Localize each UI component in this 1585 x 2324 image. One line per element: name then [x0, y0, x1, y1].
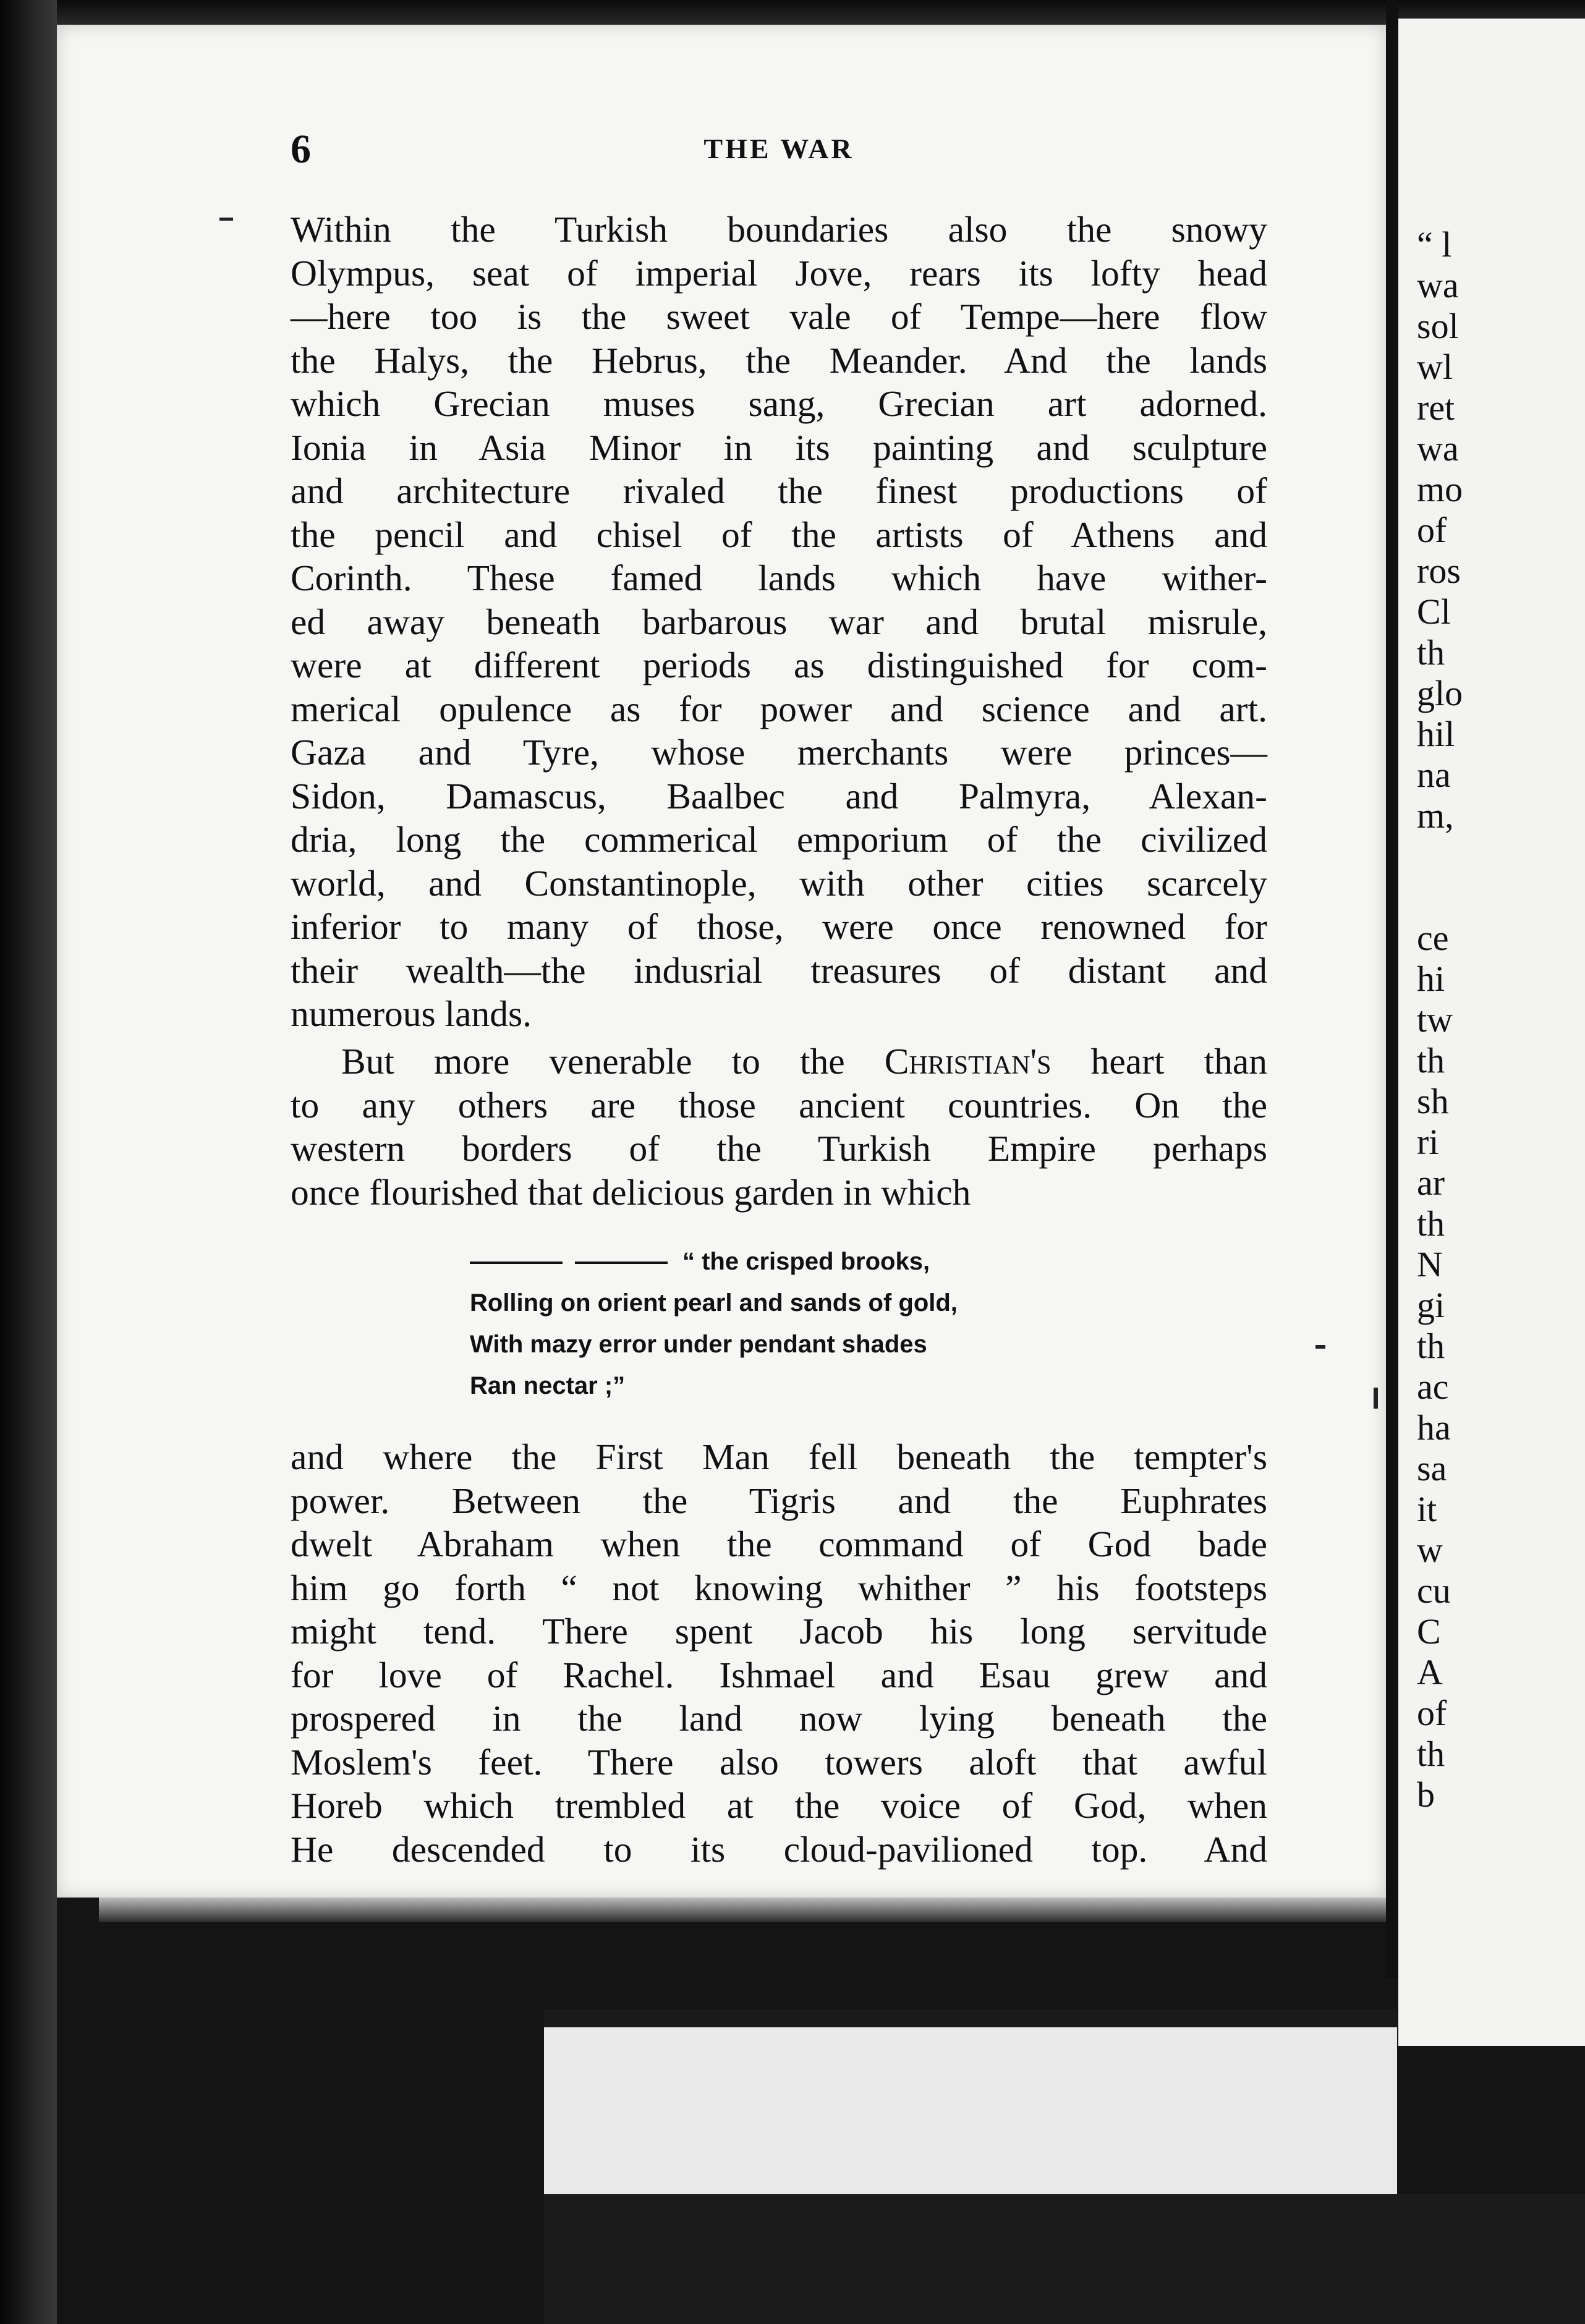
page-header — [291, 126, 1267, 176]
body-text-block-3 — [291, 1435, 1267, 1871]
facing-page-fragment: b — [1417, 1775, 1435, 1815]
text-line: Corinth. These famed lands which have wither- — [291, 558, 1267, 598]
facing-page-fragment: th — [1417, 1040, 1445, 1080]
text-line: Within the Turkish boundaries also the snowy — [291, 209, 1267, 250]
page-number: 6 — [291, 127, 311, 172]
text-line: might tend. There spent Jacob his long servitude — [291, 1611, 1267, 1652]
background-floor — [544, 2194, 1585, 2324]
facing-page-fragment: of — [1417, 1693, 1447, 1733]
paragraph-lines — [291, 1084, 1267, 1215]
text-line: the pencil and chisel of the artists of Athens and — [291, 514, 1267, 555]
verse-line: Ran nectar ;” — [470, 1372, 626, 1399]
scan-border-top — [0, 0, 1585, 25]
facing-page-fragment: ac — [1417, 1367, 1449, 1407]
scan-speck — [1374, 1388, 1378, 1409]
text-line: prospered in the land now lying beneath the — [291, 1698, 1267, 1739]
facing-page-fragment: cu — [1417, 1571, 1451, 1611]
text-line: western borders of the Turkish Empire perhaps — [291, 1128, 1267, 1169]
verse-line: With mazy error under pendant shades — [470, 1331, 927, 1358]
verse-quotation — [470, 1241, 1150, 1407]
facing-page-fragment: sol — [1417, 306, 1459, 346]
text-line: dwelt Abraham when the command of God bade — [291, 1524, 1267, 1564]
text-line: —here too is the sweet vale of Tempe—here flow — [291, 296, 1267, 337]
text-line: him go forth “ not knowing whither ” his footsteps — [291, 1567, 1267, 1608]
text-line: and architecture rivaled the finest productions of — [291, 470, 1267, 511]
text-line: numerous lands. — [291, 993, 532, 1034]
book-gutter — [1386, 0, 1398, 1978]
facing-page-fragment: ri — [1417, 1122, 1439, 1162]
small-caps-word: Christian's — [884, 1041, 1052, 1082]
verse-line: “ the crisped brooks, — [470, 1241, 1150, 1283]
facing-page-fragment: tw — [1417, 999, 1453, 1040]
body-text-block-2 — [291, 1040, 1267, 1214]
text-line: world, and Constantinople, with other cities scarcely — [291, 862, 1267, 904]
verse-line: Rolling on orient pearl and sands of gold, — [470, 1289, 958, 1317]
text-line: inferior to many of those, were once renowned for — [291, 906, 1267, 947]
page-bottom-edge — [99, 1898, 1397, 1922]
text-line: Olympus, seat of imperial Jove, rears its lofty head — [291, 252, 1267, 294]
background-shelf — [544, 2009, 1397, 2213]
facing-page-fragment: ar — [1417, 1163, 1445, 1203]
paragraph-line: But more venerable to the Christian's heart than — [341, 1041, 1267, 1082]
facing-page-fragment: wa — [1417, 265, 1459, 305]
facing-page-fragment: “ l — [1417, 224, 1452, 265]
facing-page-fragment: th — [1417, 1203, 1445, 1244]
facing-page-fragment: ha — [1417, 1407, 1451, 1448]
facing-page-fragment: hil — [1417, 714, 1455, 754]
text-line: ed away beneath barbarous war and brutal misrule, — [291, 601, 1267, 642]
facing-page-fragment: mo — [1417, 469, 1463, 509]
facing-page-fragment: na — [1417, 755, 1451, 795]
facing-page-fragment: sa — [1417, 1448, 1447, 1488]
facing-page-fragment: th — [1417, 1326, 1445, 1366]
facing-page-fragment: N — [1417, 1244, 1443, 1284]
text-line: Moslem's feet. There also towers aloft that awful — [291, 1741, 1267, 1783]
facing-page-fragment: wl — [1417, 347, 1453, 387]
facing-page-fragment: gi — [1417, 1285, 1445, 1325]
text-line: their wealth—the indusrial treasures of distant and — [291, 949, 1267, 991]
facing-page-fragment: ros — [1417, 551, 1461, 591]
text-line: which Grecian muses sang, Grecian art adorned. — [291, 383, 1267, 424]
text-line: were at different periods as distinguished for com- — [291, 645, 1267, 685]
scan-speck — [1315, 1345, 1325, 1349]
facing-page-fragment: hi — [1417, 959, 1445, 999]
facing-page-fragment: it — [1417, 1489, 1437, 1529]
facing-page-fragment: sh — [1417, 1081, 1449, 1121]
facing-page-fragment: m, — [1417, 795, 1454, 836]
text-line: once flourished that delicious garden in which — [291, 1171, 971, 1213]
facing-page-fragment: w — [1417, 1530, 1443, 1570]
facing-page-fragment: ret — [1417, 388, 1455, 428]
facing-page-fragment: th — [1417, 632, 1445, 672]
text-line: dria, long the commerical emporium of the civilized — [291, 819, 1267, 860]
text-line: Horeb which trembled at the voice of God, when — [291, 1785, 1267, 1826]
text-line: Sidon, Damascus, Baalbec and Palmyra, Alexan- — [291, 775, 1267, 816]
scan-border-left — [0, 0, 57, 2324]
text-line: Ionia in Asia Minor in its painting and sculpture — [291, 426, 1267, 468]
running-head: THE WAR — [703, 133, 854, 164]
facing-page-fragment: Cl — [1417, 592, 1451, 632]
scan-speck — [219, 218, 233, 221]
facing-page-fragment: wa — [1417, 428, 1459, 469]
text-line: power. Between the Tigris and the Euphrates — [291, 1480, 1267, 1521]
text-line: to any others are those ancient countries. On the — [291, 1084, 1267, 1126]
facing-page-fragment: th — [1417, 1734, 1445, 1774]
text-line: He descended to its cloud-pavilioned top. And — [291, 1828, 1267, 1870]
body-text-block-1 — [291, 208, 1267, 1036]
facing-page-fragment: A — [1417, 1652, 1443, 1692]
facing-page-fragment: glo — [1417, 673, 1463, 713]
facing-page-fragment: of — [1417, 510, 1447, 550]
facing-page — [1398, 19, 1585, 2046]
text-line: the Halys, the Hebrus, the Meander. And the lands — [291, 339, 1267, 381]
facing-page-fragment: C — [1417, 1611, 1441, 1652]
text-line: Gaza and Tyre, whose merchants were princes— — [291, 732, 1267, 773]
text-line: for love of Rachel. Ishmael and Esau grew and — [291, 1654, 1267, 1695]
text-line: merical opulence as for power and science and art. — [291, 688, 1267, 729]
facing-page-fragment: ce — [1417, 918, 1449, 958]
ellipsis-rule — [470, 1262, 674, 1264]
text-line: and where the First Man fell beneath the tempter's — [291, 1436, 1267, 1477]
